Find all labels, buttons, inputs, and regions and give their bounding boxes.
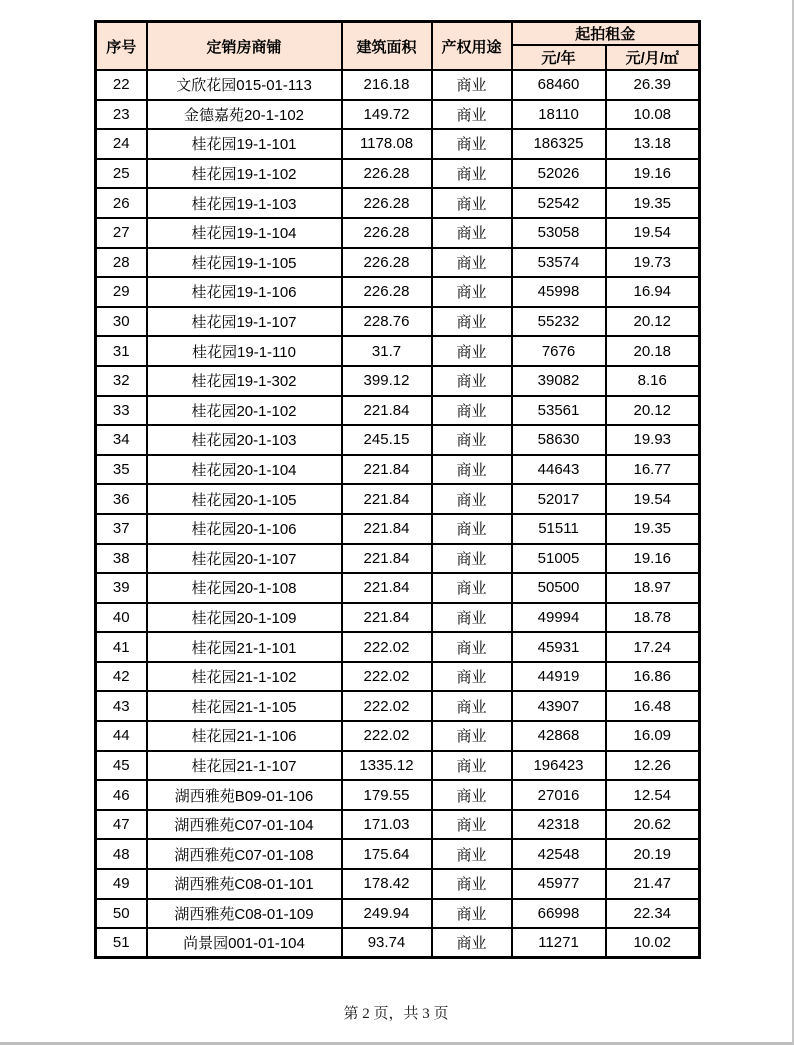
table-row [96, 455, 700, 485]
table-row [96, 691, 700, 721]
cell-index: 42 [96, 662, 147, 692]
cell-rent-year: 44919 [512, 662, 606, 692]
cell-rent-year: 49994 [512, 603, 606, 633]
cell-usage: 商业 [432, 188, 512, 218]
table-row [96, 100, 700, 130]
cell-rent-year: 50500 [512, 573, 606, 603]
header-shop: 定销房商铺 [147, 22, 342, 71]
cell-rent-year: 52542 [512, 188, 606, 218]
cell-usage: 商业 [432, 277, 512, 307]
cell-rent-month-sqm: 17.24 [606, 632, 700, 662]
cell-shop: 桂花园20-1-107 [147, 544, 342, 574]
cell-shop: 尚景园001-01-104 [147, 928, 342, 958]
cell-usage: 商业 [432, 100, 512, 130]
cell-index: 37 [96, 514, 147, 544]
cell-index: 47 [96, 810, 147, 840]
cell-index: 48 [96, 839, 147, 869]
cell-rent-month-sqm: 19.54 [606, 218, 700, 248]
cell-rent-year: 45998 [512, 277, 606, 307]
cell-rent-year: 55232 [512, 307, 606, 337]
header-rent-group: 起拍租金 [512, 22, 700, 46]
cell-rent-year: 51511 [512, 514, 606, 544]
cell-usage: 商业 [432, 396, 512, 426]
cell-index: 38 [96, 544, 147, 574]
cell-rent-month-sqm: 16.94 [606, 277, 700, 307]
cell-usage: 商业 [432, 248, 512, 278]
cell-area: 179.55 [342, 780, 432, 810]
cell-index: 44 [96, 721, 147, 751]
cell-index: 27 [96, 218, 147, 248]
cell-usage: 商业 [432, 129, 512, 159]
cell-rent-month-sqm: 18.97 [606, 573, 700, 603]
cell-index: 29 [96, 277, 147, 307]
table-row [96, 396, 700, 426]
cell-area: 228.76 [342, 307, 432, 337]
cell-area: 221.84 [342, 514, 432, 544]
cell-shop: 桂花园19-1-106 [147, 277, 342, 307]
cell-rent-year: 7676 [512, 336, 606, 366]
cell-usage: 商业 [432, 307, 512, 337]
cell-usage: 商业 [432, 366, 512, 396]
cell-shop: 桂花园20-1-105 [147, 484, 342, 514]
cell-shop: 桂花园21-1-105 [147, 691, 342, 721]
cell-rent-year: 45977 [512, 869, 606, 899]
table-row [96, 928, 700, 958]
cell-rent-month-sqm: 13.18 [606, 129, 700, 159]
cell-area: 399.12 [342, 366, 432, 396]
cell-index: 50 [96, 899, 147, 929]
cell-rent-month-sqm: 10.08 [606, 100, 700, 130]
table-row [96, 869, 700, 899]
cell-rent-year: 43907 [512, 691, 606, 721]
cell-index: 41 [96, 632, 147, 662]
cell-area: 226.28 [342, 159, 432, 189]
cell-usage: 商业 [432, 691, 512, 721]
table-row [96, 307, 700, 337]
cell-rent-year: 186325 [512, 129, 606, 159]
cell-rent-month-sqm: 22.34 [606, 899, 700, 929]
cell-area: 222.02 [342, 662, 432, 692]
cell-rent-year: 51005 [512, 544, 606, 574]
cell-shop: 文欣花园015-01-113 [147, 70, 342, 100]
cell-rent-month-sqm: 19.93 [606, 425, 700, 455]
cell-area: 171.03 [342, 810, 432, 840]
cell-shop: 桂花园21-1-102 [147, 662, 342, 692]
cell-rent-month-sqm: 20.19 [606, 839, 700, 869]
cell-rent-year: 18110 [512, 100, 606, 130]
cell-area: 226.28 [342, 277, 432, 307]
rental-table [94, 20, 701, 959]
cell-rent-month-sqm: 19.16 [606, 544, 700, 574]
cell-rent-year: 42868 [512, 721, 606, 751]
cell-shop: 湖西雅苑B09-01-106 [147, 780, 342, 810]
cell-usage: 商业 [432, 899, 512, 929]
cell-rent-year: 68460 [512, 70, 606, 100]
cell-rent-month-sqm: 16.48 [606, 691, 700, 721]
cell-usage: 商业 [432, 928, 512, 958]
cell-area: 245.15 [342, 425, 432, 455]
cell-area: 221.84 [342, 603, 432, 633]
cell-rent-month-sqm: 26.39 [606, 70, 700, 100]
cell-usage: 商业 [432, 484, 512, 514]
cell-area: 221.84 [342, 573, 432, 603]
cell-rent-month-sqm: 19.35 [606, 514, 700, 544]
cell-index: 43 [96, 691, 147, 721]
cell-rent-year: 66998 [512, 899, 606, 929]
table-row [96, 484, 700, 514]
cell-area: 178.42 [342, 869, 432, 899]
cell-index: 35 [96, 455, 147, 485]
cell-index: 32 [96, 366, 147, 396]
cell-usage: 商业 [432, 425, 512, 455]
table-row [96, 662, 700, 692]
cell-shop: 金德嘉苑20-1-102 [147, 100, 342, 130]
cell-shop: 湖西雅苑C08-01-101 [147, 869, 342, 899]
table-row [96, 336, 700, 366]
cell-usage: 商业 [432, 839, 512, 869]
table-row [96, 573, 700, 603]
table-row [96, 70, 700, 100]
cell-area: 1178.08 [342, 129, 432, 159]
cell-shop: 桂花园21-1-101 [147, 632, 342, 662]
cell-usage: 商业 [432, 869, 512, 899]
table-row [96, 129, 700, 159]
header-rent-per-year: 元/年 [512, 45, 606, 70]
table-row [96, 188, 700, 218]
cell-usage: 商业 [432, 514, 512, 544]
cell-index: 49 [96, 869, 147, 899]
cell-index: 23 [96, 100, 147, 130]
cell-area: 93.74 [342, 928, 432, 958]
table-row [96, 899, 700, 929]
cell-shop: 湖西雅苑C07-01-104 [147, 810, 342, 840]
cell-shop: 桂花园20-1-109 [147, 603, 342, 633]
cell-area: 221.84 [342, 396, 432, 426]
cell-shop: 桂花园21-1-107 [147, 751, 342, 781]
cell-shop: 桂花园19-1-110 [147, 336, 342, 366]
header-area: 建筑面积 [342, 22, 432, 71]
cell-rent-month-sqm: 12.54 [606, 780, 700, 810]
cell-shop: 桂花园19-1-104 [147, 218, 342, 248]
cell-shop: 湖西雅苑C08-01-109 [147, 899, 342, 929]
table-row [96, 277, 700, 307]
cell-area: 222.02 [342, 721, 432, 751]
cell-index: 39 [96, 573, 147, 603]
table-row [96, 721, 700, 751]
cell-rent-month-sqm: 21.47 [606, 869, 700, 899]
cell-area: 226.28 [342, 248, 432, 278]
cell-rent-month-sqm: 19.16 [606, 159, 700, 189]
cell-shop: 桂花园20-1-108 [147, 573, 342, 603]
table-row [96, 248, 700, 278]
cell-rent-year: 53574 [512, 248, 606, 278]
cell-rent-year: 52026 [512, 159, 606, 189]
cell-rent-year: 11271 [512, 928, 606, 958]
cell-rent-month-sqm: 20.18 [606, 336, 700, 366]
cell-index: 45 [96, 751, 147, 781]
header-row-1 [96, 22, 700, 46]
cell-rent-month-sqm: 18.78 [606, 603, 700, 633]
cell-usage: 商业 [432, 603, 512, 633]
cell-rent-month-sqm: 16.09 [606, 721, 700, 751]
cell-area: 226.28 [342, 188, 432, 218]
cell-usage: 商业 [432, 632, 512, 662]
cell-rent-year: 42318 [512, 810, 606, 840]
cell-rent-month-sqm: 20.12 [606, 307, 700, 337]
table-row [96, 632, 700, 662]
cell-rent-year: 53058 [512, 218, 606, 248]
cell-rent-month-sqm: 16.77 [606, 455, 700, 485]
cell-area: 222.02 [342, 632, 432, 662]
cell-shop: 桂花园19-1-302 [147, 366, 342, 396]
table-row [96, 218, 700, 248]
cell-area: 221.84 [342, 544, 432, 574]
table-row [96, 366, 700, 396]
table-row [96, 159, 700, 189]
cell-shop: 桂花园20-1-104 [147, 455, 342, 485]
cell-area: 1335.12 [342, 751, 432, 781]
cell-rent-month-sqm: 19.73 [606, 248, 700, 278]
cell-shop: 桂花园19-1-103 [147, 188, 342, 218]
table-row [96, 810, 700, 840]
cell-area: 221.84 [342, 484, 432, 514]
cell-usage: 商业 [432, 780, 512, 810]
cell-area: 149.72 [342, 100, 432, 130]
cell-rent-month-sqm: 8.16 [606, 366, 700, 396]
cell-shop: 湖西雅苑C07-01-108 [147, 839, 342, 869]
table-row [96, 751, 700, 781]
page-footer: 第 2 页，共 3 页 [343, 1006, 449, 1022]
cell-index: 25 [96, 159, 147, 189]
cell-usage: 商业 [432, 810, 512, 840]
table-row [96, 780, 700, 810]
cell-usage: 商业 [432, 662, 512, 692]
cell-index: 34 [96, 425, 147, 455]
cell-usage: 商业 [432, 336, 512, 366]
cell-index: 26 [96, 188, 147, 218]
cell-rent-year: 45931 [512, 632, 606, 662]
cell-rent-month-sqm: 16.86 [606, 662, 700, 692]
table-row [96, 839, 700, 869]
cell-index: 30 [96, 307, 147, 337]
cell-rent-year: 27016 [512, 780, 606, 810]
cell-usage: 商业 [432, 544, 512, 574]
cell-rent-month-sqm: 19.35 [606, 188, 700, 218]
cell-area: 216.18 [342, 70, 432, 100]
cell-rent-year: 196423 [512, 751, 606, 781]
cell-area: 175.64 [342, 839, 432, 869]
cell-usage: 商业 [432, 721, 512, 751]
cell-rent-month-sqm: 20.62 [606, 810, 700, 840]
cell-usage: 商业 [432, 70, 512, 100]
cell-rent-year: 42548 [512, 839, 606, 869]
cell-usage: 商业 [432, 159, 512, 189]
cell-area: 31.7 [342, 336, 432, 366]
cell-usage: 商业 [432, 573, 512, 603]
cell-shop: 桂花园19-1-107 [147, 307, 342, 337]
cell-index: 36 [96, 484, 147, 514]
cell-shop: 桂花园19-1-102 [147, 159, 342, 189]
table-row [96, 425, 700, 455]
cell-rent-month-sqm: 12.26 [606, 751, 700, 781]
cell-area: 221.84 [342, 455, 432, 485]
cell-rent-year: 52017 [512, 484, 606, 514]
cell-index: 46 [96, 780, 147, 810]
table-body [96, 70, 700, 958]
cell-rent-month-sqm: 20.12 [606, 396, 700, 426]
cell-index: 40 [96, 603, 147, 633]
table-row [96, 603, 700, 633]
cell-index: 22 [96, 70, 147, 100]
cell-usage: 商业 [432, 751, 512, 781]
cell-shop: 桂花园21-1-106 [147, 721, 342, 751]
table-header [96, 22, 700, 71]
cell-area: 222.02 [342, 691, 432, 721]
cell-usage: 商业 [432, 455, 512, 485]
cell-rent-year: 44643 [512, 455, 606, 485]
table-row [96, 514, 700, 544]
header-index: 序号 [96, 22, 147, 71]
cell-area: 249.94 [342, 899, 432, 929]
header-rent-per-month-sqm: 元/月/㎡ [606, 45, 700, 70]
cell-shop: 桂花园20-1-106 [147, 514, 342, 544]
cell-index: 24 [96, 129, 147, 159]
cell-shop: 桂花园20-1-103 [147, 425, 342, 455]
cell-area: 226.28 [342, 218, 432, 248]
cell-rent-year: 58630 [512, 425, 606, 455]
cell-index: 28 [96, 248, 147, 278]
cell-index: 31 [96, 336, 147, 366]
cell-rent-month-sqm: 19.54 [606, 484, 700, 514]
cell-index: 51 [96, 928, 147, 958]
cell-rent-year: 53561 [512, 396, 606, 426]
cell-usage: 商业 [432, 218, 512, 248]
header-usage: 产权用途 [432, 22, 512, 71]
table-row [96, 544, 700, 574]
cell-shop: 桂花园20-1-102 [147, 396, 342, 426]
cell-shop: 桂花园19-1-101 [147, 129, 342, 159]
cell-index: 33 [96, 396, 147, 426]
cell-rent-month-sqm: 10.02 [606, 928, 700, 958]
cell-shop: 桂花园19-1-105 [147, 248, 342, 278]
cell-rent-year: 39082 [512, 366, 606, 396]
